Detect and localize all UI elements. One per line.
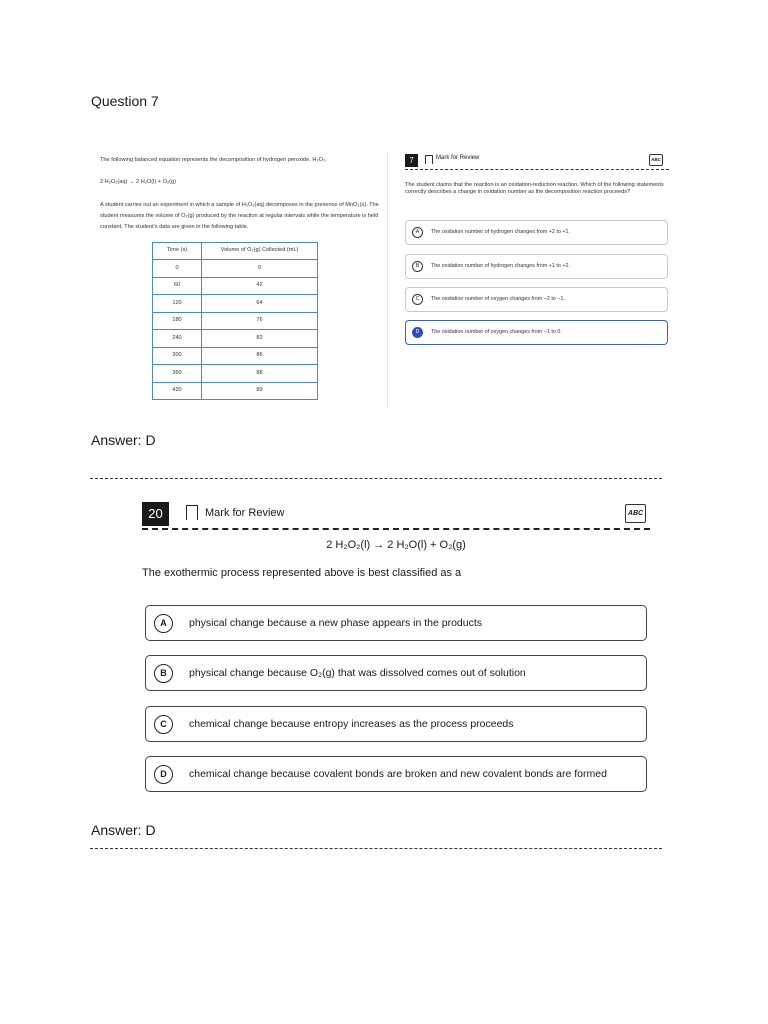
- option-text: The oxidation number of hydrogen changes from +2 to +1.: [431, 229, 571, 235]
- option-text: chemical change because entropy increases as the process proceeds: [189, 718, 514, 730]
- table-header-time: Time (s): [153, 243, 202, 260]
- question-number-badge: 7: [405, 154, 418, 167]
- q20-question-header: [142, 501, 650, 530]
- answer-option-a[interactable]: [405, 220, 668, 245]
- table-row: [153, 365, 318, 383]
- table-cell: 120: [153, 295, 202, 313]
- table-row: [153, 330, 318, 348]
- table-cell: 88: [202, 365, 318, 383]
- option-letter-circle: B: [154, 664, 173, 683]
- answer-option-b[interactable]: [405, 254, 668, 279]
- table-cell: 82: [202, 330, 318, 348]
- option-text: The oxidation number of oxygen changes from −1 to 0.: [431, 329, 562, 335]
- table-cell: 420: [153, 382, 202, 400]
- table-row: [153, 312, 318, 330]
- table-cell: 180: [153, 312, 202, 330]
- bookmark-icon[interactable]: [425, 155, 433, 164]
- q20-answer: Answer: D: [91, 822, 156, 838]
- option-text: physical change because O₂(g) that was dissolved comes out of solution: [189, 667, 526, 679]
- question-7-title: Question 7: [91, 93, 159, 109]
- passage-experiment: A student carries out an experiment in which a sample of H₂O₂(aq) decomposes in the presence of MnO₂(s). The student measures the volume of O₂(g) produced by the reaction at regular intervals while the temperature is held constant. The student's data are given in the following table.: [100, 202, 379, 230]
- abc-eliminator-icon[interactable]: ABC: [625, 504, 646, 523]
- table-row: [153, 382, 318, 400]
- option-text: physical change because a new phase appears in the products: [189, 617, 483, 629]
- option-letter-circle: C: [154, 715, 173, 734]
- table-cell: 42: [202, 277, 318, 295]
- section-separator: [90, 478, 662, 479]
- section-separator: [90, 848, 662, 849]
- panel-divider: [387, 152, 388, 408]
- bookmark-icon[interactable]: [186, 505, 198, 520]
- table-header-volume: Volume of O₂(g) Collected (mL): [202, 243, 318, 260]
- abc-eliminator-icon[interactable]: ABC: [649, 154, 663, 166]
- table-cell: 0: [202, 260, 318, 278]
- answer-option-c[interactable]: [405, 287, 668, 312]
- q20-question-panel: [142, 501, 652, 801]
- q7-passage-panel: [100, 152, 385, 407]
- answer-option-d[interactable]: [145, 756, 647, 792]
- answer-option-b[interactable]: [145, 655, 647, 691]
- q7-question-header: [405, 152, 669, 170]
- mark-for-review-button[interactable]: Mark for Review: [205, 507, 285, 519]
- answer-option-a[interactable]: [145, 605, 647, 641]
- option-letter-circle: B: [412, 261, 423, 272]
- option-letter-circle: A: [412, 227, 423, 238]
- table-cell: 86: [202, 347, 318, 365]
- answer-option-d-selected[interactable]: [405, 320, 668, 345]
- option-text: chemical change because covalent bonds are broken and new covalent bonds are formed: [189, 768, 607, 780]
- mark-for-review-button[interactable]: Mark for Review: [436, 155, 480, 161]
- q20-question-stem: The exothermic process represented above is best classified as a: [142, 567, 462, 579]
- table-cell: 240: [153, 330, 202, 348]
- table-cell: 0: [153, 260, 202, 278]
- table-cell: 64: [202, 295, 318, 313]
- option-letter-circle: D: [154, 765, 173, 784]
- q7-question-panel: [405, 152, 670, 347]
- table-row: [153, 260, 318, 278]
- table-header-row: [153, 243, 318, 260]
- table-row: [153, 347, 318, 365]
- passage-equation: 2 H₂O₂(aq) → 2 H₂O(l) + O₂(g): [100, 179, 176, 185]
- table-cell: 89: [202, 382, 318, 400]
- table-cell: 300: [153, 347, 202, 365]
- table-row: [153, 295, 318, 313]
- answer-option-c[interactable]: [145, 706, 647, 742]
- table-cell: 60: [153, 277, 202, 295]
- option-letter-circle: C: [412, 294, 423, 305]
- passage-intro: The following balanced equation represents the decomposition of hydrogen peroxide, H₂O₂.: [100, 157, 327, 163]
- table-cell: 360: [153, 365, 202, 383]
- q7-answer: Answer: D: [91, 432, 156, 448]
- table-cell: 76: [202, 312, 318, 330]
- option-text: The oxidation number of hydrogen changes from +1 to +2.: [431, 263, 571, 269]
- oxygen-volume-table: [152, 242, 318, 400]
- q7-question-stem: The student claims that the reaction is an oxidation-reduction reaction. Which of the following statements correctly describes a change in oxidation number as the decomposition reaction proceeds?: [405, 182, 664, 196]
- option-letter-circle: A: [154, 614, 173, 633]
- option-text: The oxidation number of oxygen changes from −2 to −1.: [431, 296, 565, 302]
- table-row: [153, 277, 318, 295]
- option-letter-circle: D: [412, 327, 423, 338]
- question-number-badge: 20: [142, 502, 169, 526]
- q20-equation: 2 H₂O₂(l) → 2 H₂O(l) + O₂(g): [326, 539, 466, 551]
